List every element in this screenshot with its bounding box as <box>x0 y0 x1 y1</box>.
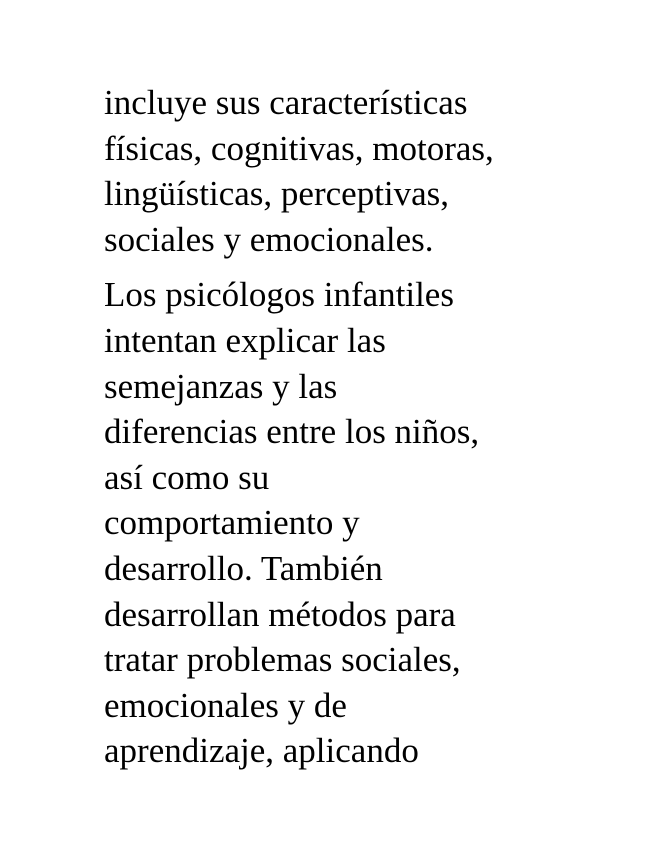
text-line: incluye sus características <box>104 83 468 122</box>
text-line: emocionales y de <box>104 685 347 725</box>
text-line: Los psicólogos infantiles <box>104 275 454 315</box>
text-line: diferencias entre los niños, <box>104 412 480 452</box>
paragraph-2 <box>104 272 604 774</box>
text-line: lingüísticas, perceptivas, <box>104 174 450 214</box>
text-line: físicas, cognitivas, motoras, <box>104 128 494 168</box>
text-line: desarrollo. También <box>104 548 383 588</box>
text-line: tratar problemas sociales, <box>104 640 461 680</box>
text-line: desarrollan métodos para <box>104 594 456 634</box>
text-line: intentan explicar las <box>104 320 386 360</box>
text-line: así como su <box>104 457 270 497</box>
text-line: sociales y emocionales. <box>104 219 434 259</box>
paragraph-1 <box>104 80 604 262</box>
text-line: aprendizaje, aplicando <box>104 731 419 771</box>
text-line: semejanzas y las <box>104 366 338 406</box>
body-text <box>104 80 604 774</box>
text-line: comportamiento y <box>104 503 360 543</box>
